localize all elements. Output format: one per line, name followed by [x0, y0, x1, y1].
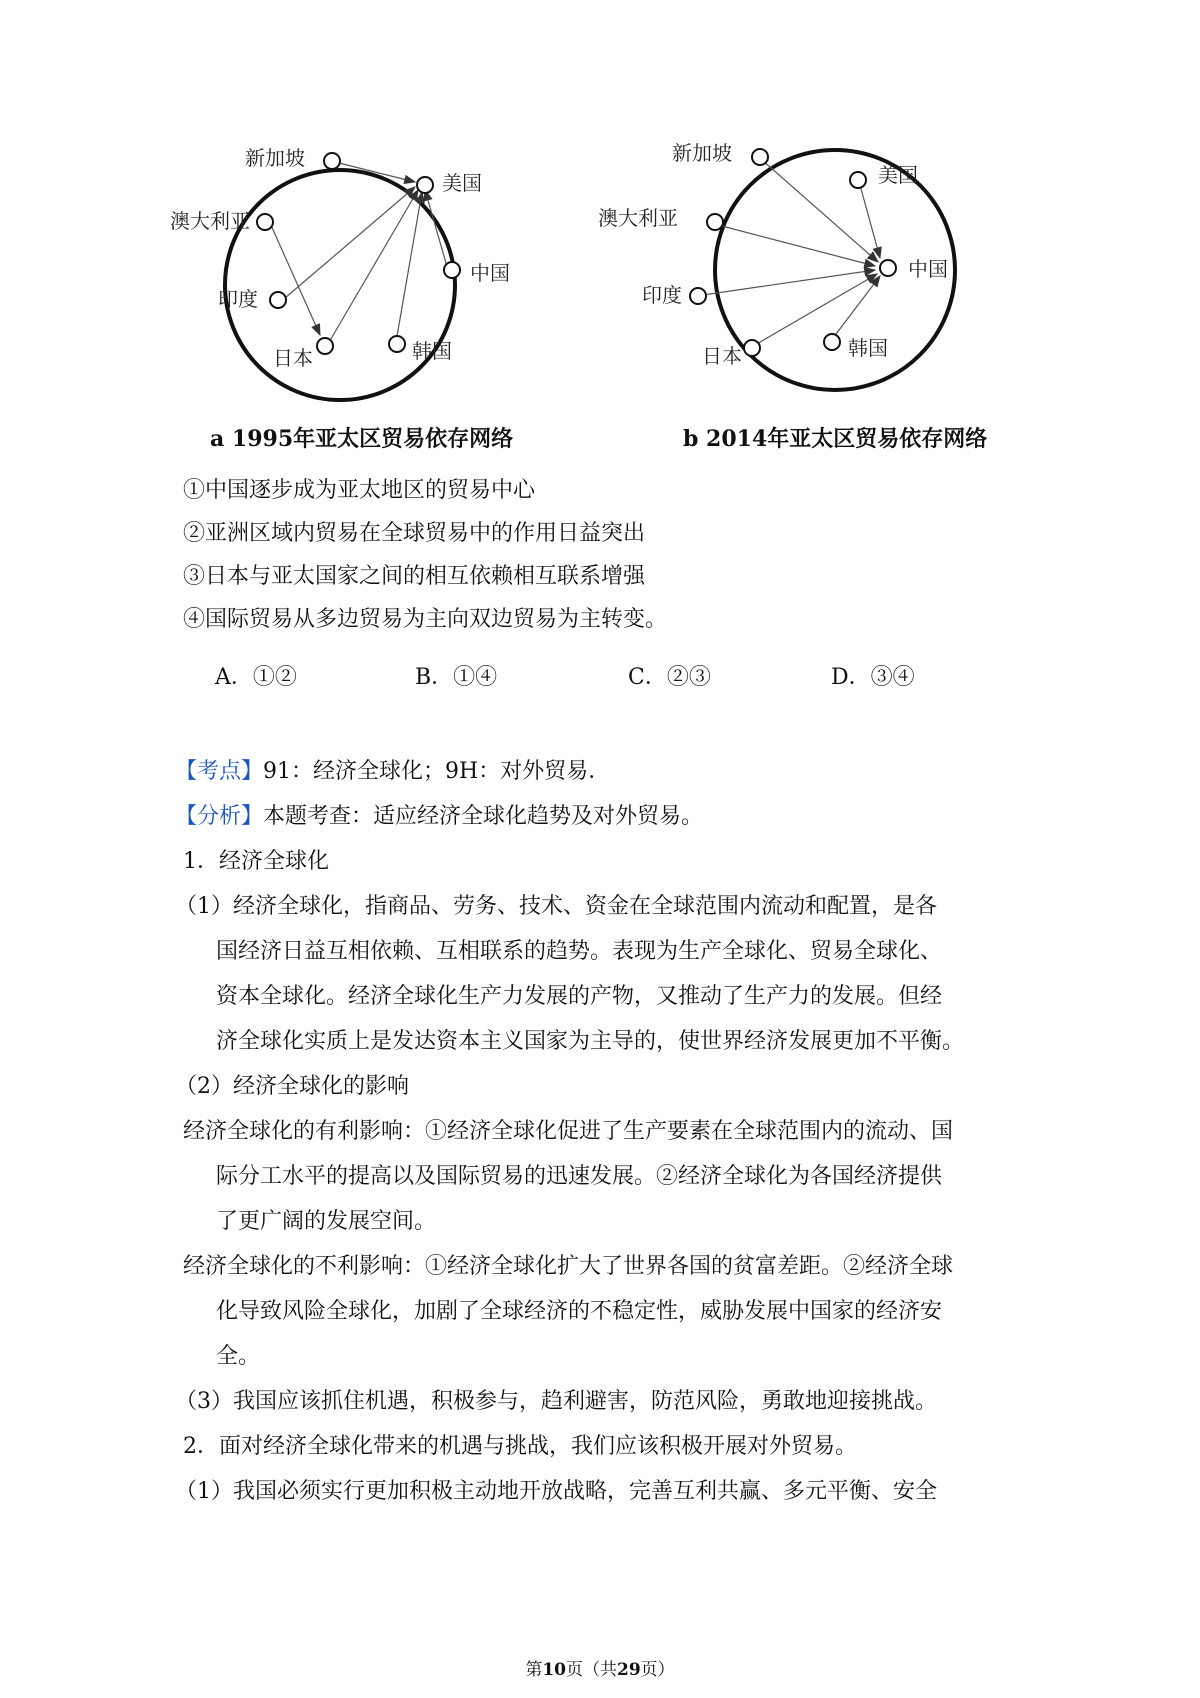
trade-link [703, 270, 875, 295]
p4-line2: 化导致风险全球化，加剧了全球经济的不稳定性，威胁发展中国家的经济安 [216, 1299, 943, 1324]
page-footer [0, 1655, 1200, 1680]
node-usa [417, 177, 433, 193]
node-china [444, 262, 460, 278]
option-c[interactable]: C．②③ [628, 665, 711, 690]
label-india: 印度 [642, 283, 682, 307]
page-number: 10 [542, 1660, 566, 1680]
statement-4: ④国际贸易从多边贸易为主向双边贸易为主转变。 [183, 607, 668, 632]
label-australia: 澳大利亚 [598, 206, 678, 230]
label-india: 印度 [218, 287, 258, 311]
figure-b-caption: b 2014年亚太区贸易依存网络 [683, 426, 988, 452]
node-china [880, 260, 896, 276]
trade-link [396, 192, 422, 342]
kaodian-tag: 【考点】 [175, 759, 264, 784]
network-ring [225, 170, 455, 400]
node-india [690, 288, 706, 304]
p4-line1: 经济全球化的不利影响：①经济全球化扩大了世界各国的贫富差距。②经济全球 [183, 1254, 954, 1279]
label-china: 中国 [908, 257, 948, 281]
node-australia [257, 214, 273, 230]
p1-line4: 济全球化实质上是发达资本主义国家为主导的，使世界经济发展更加不平衡。 [216, 1029, 965, 1054]
figure-b-trade-network [598, 130, 1040, 460]
footer-suffix: 页） [640, 1660, 675, 1680]
p3-line2: 际分工水平的提高以及国际贸易的迅速发展。②经济全球化为各国经济提供 [216, 1164, 943, 1189]
p6-line: （1）我国必须实行更加积极主动地开放战略，完善互利共赢、多元平衡、安全 [175, 1479, 937, 1504]
label-japan: 日本 [702, 344, 742, 368]
section-heading-2: 2．面对经济全球化带来的机遇与挑战，我们应该积极开展对外贸易。 [183, 1434, 857, 1459]
trade-link [285, 187, 415, 298]
label-australia: 澳大利亚 [170, 209, 250, 233]
fenxi-text: 本题考查：适应经济全球化趋势及对外贸易。 [263, 804, 704, 829]
node-australia [707, 214, 723, 230]
p5-line: （3）我国应该抓住机遇，积极参与，趋利避害，防范风险，勇敢地迎接挑战。 [175, 1389, 937, 1414]
kaodian-text: 91：经济全球化；9H：对外贸易． [263, 759, 611, 784]
kaodian-line [175, 757, 610, 787]
footer-mid: 页（共 [566, 1660, 617, 1680]
footer-prefix: 第 [525, 1660, 543, 1680]
node-india [270, 292, 286, 308]
statement-3: ③日本与亚太国家之间的相互依赖相互联系增强 [183, 564, 646, 589]
node-japan [744, 340, 760, 356]
trade-link [860, 185, 880, 258]
p3-line1: 经济全球化的有利影响：①经济全球化促进了生产要素在全球范围内的流动、国 [183, 1119, 954, 1144]
fenxi-line [175, 802, 703, 832]
section-heading-1: 1．经济全球化 [183, 849, 329, 874]
option-d[interactable]: D．③④ [831, 665, 915, 690]
trade-link [718, 225, 875, 266]
label-usa: 美国 [442, 171, 482, 195]
label-korea: 韩国 [412, 339, 452, 363]
label-singapore: 新加坡 [672, 141, 732, 165]
node-singapore [324, 153, 340, 169]
node-singapore [752, 149, 768, 165]
p3-line3: 了更广阔的发展空间。 [216, 1209, 437, 1234]
trade-link [830, 276, 880, 342]
statement-1: ①中国逐步成为亚太地区的贸易中心 [183, 478, 536, 503]
label-china: 中国 [470, 261, 510, 285]
p2-line: （2）经济全球化的影响 [175, 1074, 409, 1099]
figure-a-trade-network [160, 130, 560, 460]
label-usa: 美国 [878, 163, 918, 187]
p1-line3: 资本全球化。经济全球化生产力发展的产物，又推动了生产力的发展。但经 [216, 984, 943, 1009]
p1-line1: （1）经济全球化，指商品、劳务、技术、资金在全球范围内流动和配置，是各 [175, 894, 937, 919]
fenxi-tag: 【分析】 [175, 804, 264, 829]
label-singapore: 新加坡 [245, 146, 305, 170]
figure-a-caption: a 1995年亚太区贸易依存网络 [210, 426, 514, 452]
node-usa [850, 172, 866, 188]
page-total: 29 [617, 1660, 641, 1680]
option-a[interactable]: A．①② [215, 665, 297, 690]
trade-link [328, 190, 418, 344]
p1-line2: 国经济日益互相依赖、互相联系的趋势。表现为生产全球化、贸易全球化、 [216, 939, 943, 964]
label-korea: 韩国 [848, 336, 888, 360]
option-b[interactable]: B．①④ [415, 665, 498, 690]
node-korea [389, 336, 405, 352]
trade-link [270, 223, 320, 335]
trade-link [425, 190, 448, 270]
node-korea [824, 334, 840, 350]
statement-2: ②亚洲区域内贸易在全球贸易中的作用日益突出 [183, 521, 646, 546]
label-japan: 日本 [273, 346, 313, 370]
p4-line3: 全。 [216, 1344, 261, 1369]
node-japan [317, 338, 333, 354]
